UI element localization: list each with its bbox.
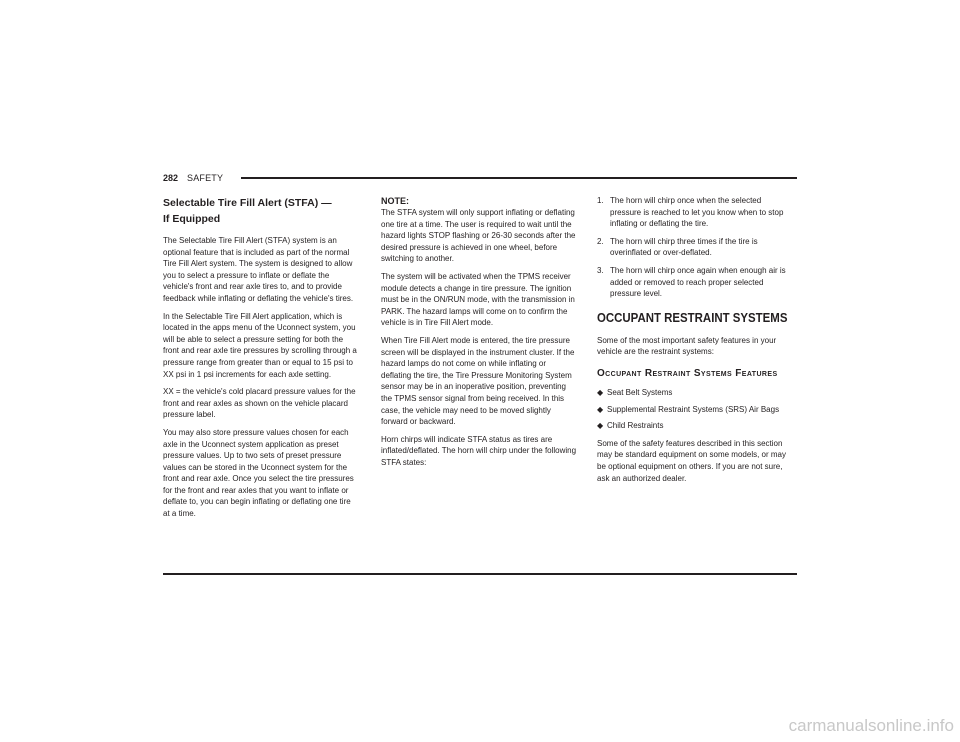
watermark: carmanualsonline.info: [788, 716, 954, 735]
stfa-heading-line1: Selectable Tire Fill Alert (STFA) —: [163, 197, 332, 209]
list-text: Seat Belt Systems: [607, 387, 673, 397]
column-2: [381, 195, 577, 474]
paragraph: Some of the most important safety features in your vehicle are the restraint systems:: [597, 335, 777, 357]
page-header: [163, 172, 797, 186]
list-item: [597, 404, 793, 416]
note-title: NOTE:: [381, 196, 409, 206]
features-list: [597, 387, 793, 432]
list-text: The horn will chirp once when the selected pressure is reached to let you know when to stop inflating or deflating the tire.: [610, 196, 784, 229]
stfa-heading: [163, 195, 359, 227]
list-number: 1.: [597, 196, 604, 205]
features-heading: Occupant Restraint Systems Features: [597, 367, 778, 379]
paragraph: The STFA system will only support inflating or deflating one tire at a time. The user is required to wait until the hazard lights STOP flashing or 26-30 seconds after the desired pressure is achieved in one wheel, before switching to another.: [381, 208, 576, 264]
paragraph: Horn chirps will indicate STFA status as tires are inflated/deflated. The horn will chirp under the following STFA states:: [381, 434, 577, 467]
list-item: [597, 387, 793, 399]
list-item: [597, 195, 793, 230]
paragraph: XX = the vehicle's cold placard pressure values for the front and rear axles as shown on the vehicle placard pressure label.: [163, 387, 356, 420]
list-text: The horn will chirp once again when enough air is added or removed to reach proper selected pressure level.: [610, 265, 786, 299]
stfa-heading-line2: If Equipped: [163, 213, 221, 225]
page-number: 282: [163, 173, 179, 183]
stfa-states-list: [597, 195, 793, 300]
list-item: [597, 236, 793, 259]
occupant-restraint-heading: OCCUPANT RESTRAINT SYSTEMS: [597, 309, 788, 325]
bullet-icon: ◆: [597, 387, 604, 397]
list-number: 2.: [597, 236, 604, 246]
column-3: [597, 195, 793, 490]
paragraph: The system will be activated when the TPMS receiver module detects a change in tire pressure. The ignition must be in the ON/RUN mode, with the transmission in PARK. The hazard lamps will come on to confirm the vehicle is in Tire Fill Alert mode.: [381, 271, 575, 328]
list-item: [597, 420, 793, 432]
paragraph: The Selectable Tire Fill Alert (STFA) system is an optional feature that is included as part of the normal Tire Fill Alert system. The system is designed to allow you to select a pressure to inflate or deflate the vehicle's front and rear axle tires to, and to provide feedback while inflating or deflating the vehicle's tires.: [163, 236, 354, 303]
list-item: [597, 265, 793, 300]
list-text: The horn will chirp three times if the tire is overinflated or over-deflated.: [610, 236, 758, 258]
paragraph: You may also store pressure values chosen for each axle in the Uconnect system application as preset pressure values. Up to two sets of preset pressure values can be stored in the Uconnect system for the front and rear axle. Once you select the tire pressures for the front and rear axles that you want to inflate or deflate to, you can begin inflating or deflating one tire at a time.: [163, 427, 354, 519]
section-label: SAFETY: [187, 173, 224, 183]
list-text: Supplemental Restraint Systems (SRS) Air Bags: [607, 404, 780, 414]
bullet-icon: ◆: [597, 421, 604, 431]
paragraph: When Tire Fill Alert mode is entered, the tire pressure screen will be displayed in the instrument cluster. If the hazard lamps do not come on while inflating or deflating the tire, the Tire Pressure Monitoring System sensor may be in an inoperative position, preventing the TPMS sensor signal from being received. In this case, the vehicle may need to be moved slightly forward or backward.: [381, 335, 575, 427]
footer-rule: [163, 573, 797, 575]
paragraph: In the Selectable Tire Fill Alert application, which is located in the apps menu of the Uconnect system, you will be able to select a pressure setting for both the front and rear axle tire pressures by scrolling through a pressure range from greater than or equal to 15 psi to XX psi in 1 psi increments for each axle setting.: [163, 311, 357, 379]
column-1: [163, 195, 359, 526]
header-rule: [241, 177, 797, 179]
paragraph: Some of the safety features described in this section may be standard equipment on some models, or may be optional equipment on others. If you are not sure, ask an authorized dealer.: [597, 438, 786, 483]
list-text: Child Restraints: [607, 421, 664, 431]
list-number: 3.: [597, 265, 604, 275]
bullet-icon: ◆: [597, 404, 604, 414]
